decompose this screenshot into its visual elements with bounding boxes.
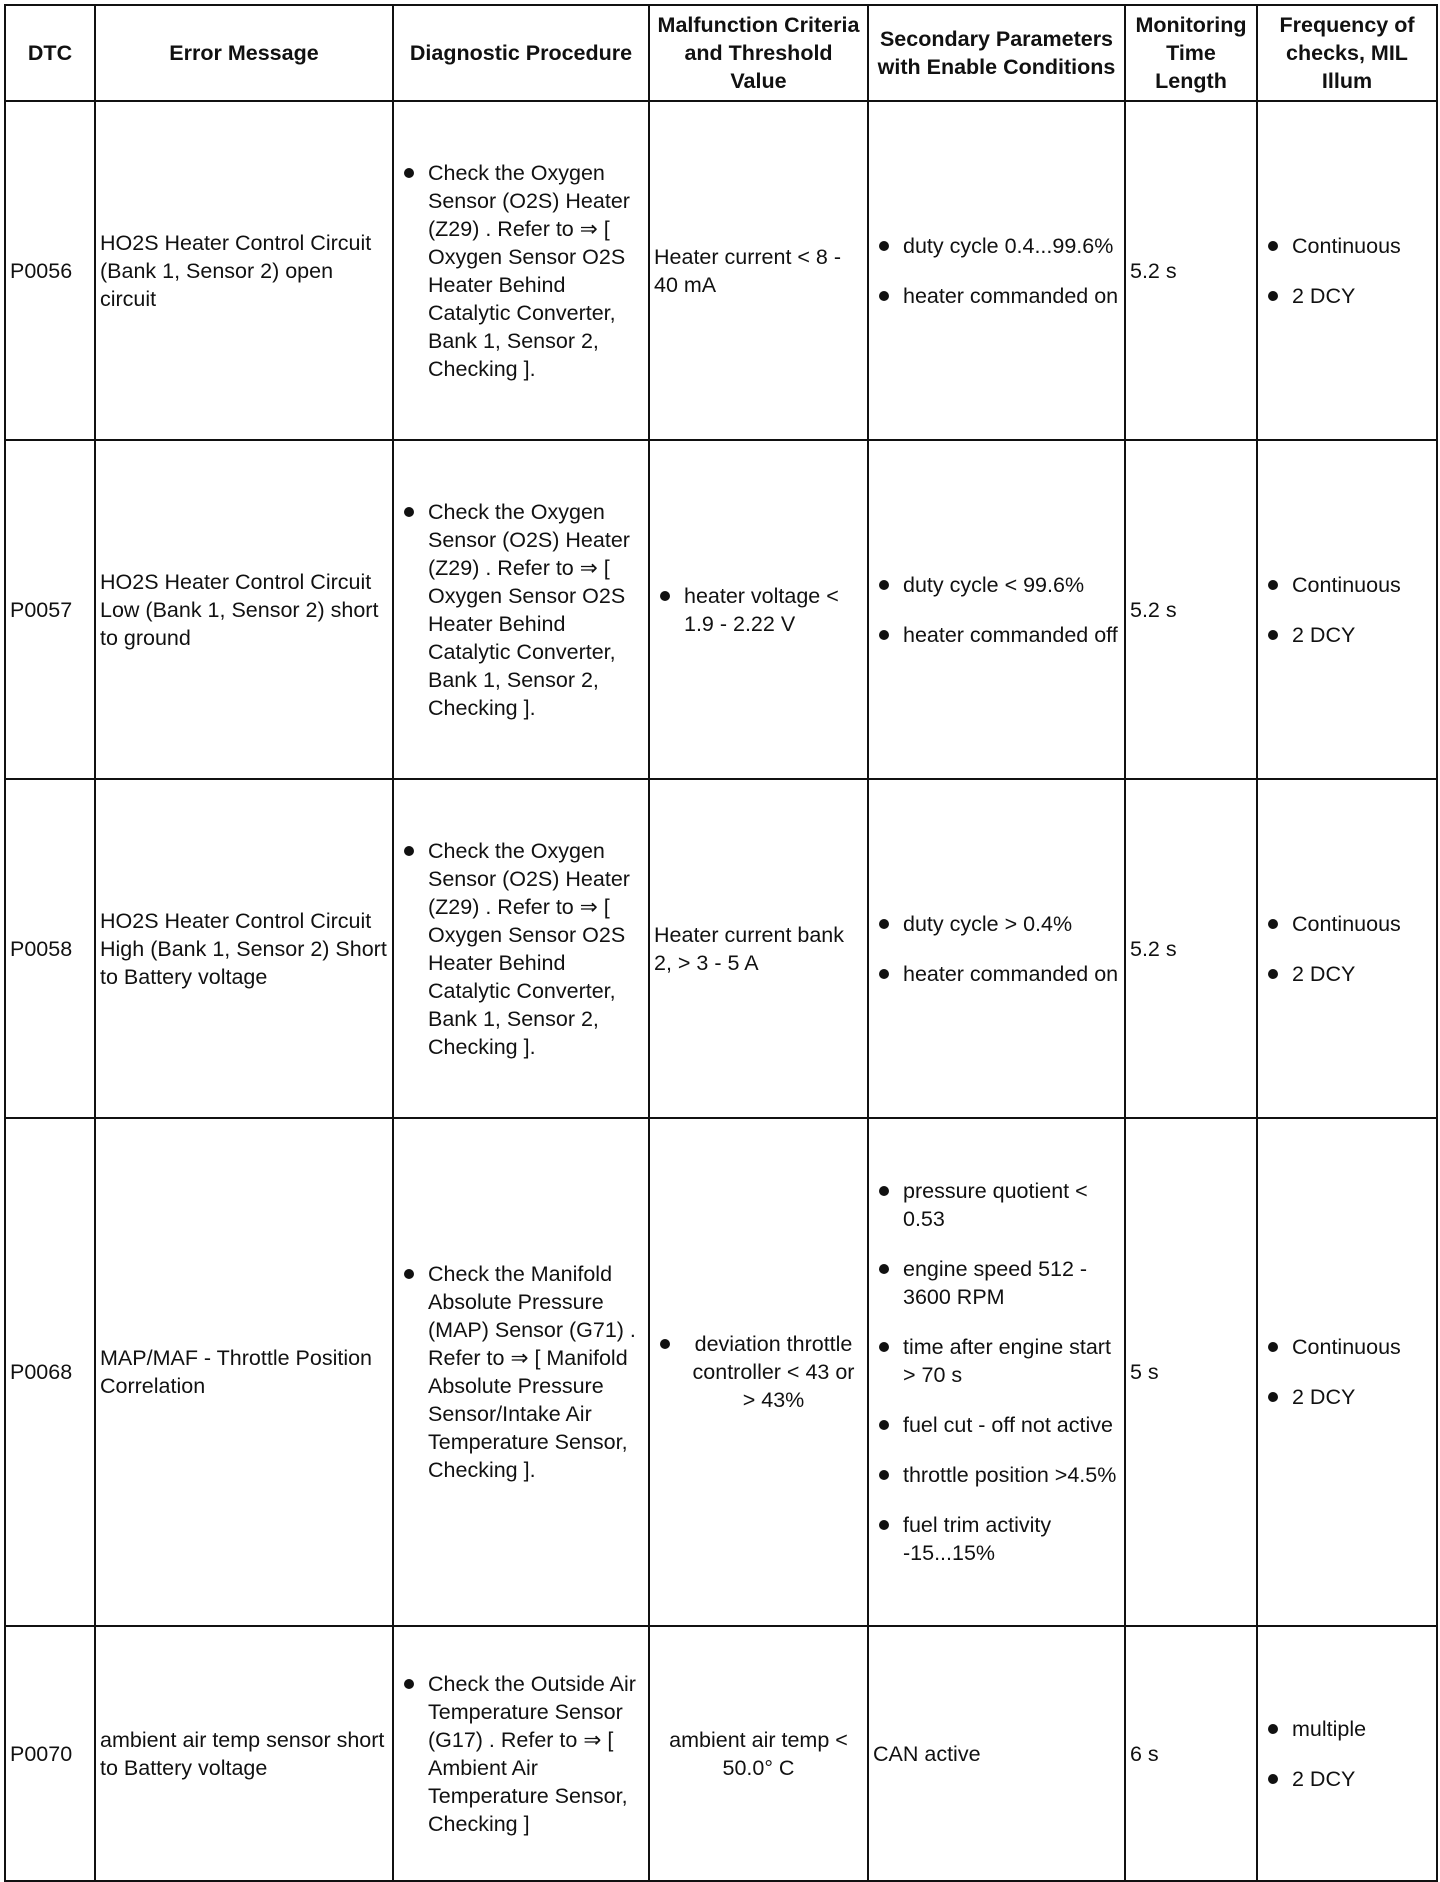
monitoring-time: 5.2 s <box>1125 101 1257 440</box>
malfunction-criteria <box>649 1118 868 1626</box>
secondary-parameters <box>868 440 1125 779</box>
malfunction-item: heater voltage < 1.9 - 2.22 V <box>654 582 863 638</box>
monitoring-time: 6 s <box>1125 1626 1257 1881</box>
secondary-item: duty cycle > 0.4% <box>873 910 1120 938</box>
header-dtc: DTC <box>5 5 95 101</box>
dtc-code: P0056 <box>5 101 95 440</box>
diagnostic-procedure <box>393 779 649 1118</box>
malfunction-criteria <box>649 440 868 779</box>
error-message: ambient air temp sensor short to Battery voltage <box>95 1626 393 1881</box>
dtc-table <box>4 4 1438 1882</box>
procedure-item: Check the Oxygen Sensor (O2S) Heater (Z29) . Refer to ⇒ [ Oxygen Sensor O2S Heater Behind Catalytic Converter, Bank 1, Sensor 2, Checking ]. <box>398 159 644 383</box>
secondary-item: fuel trim activity -15...15% <box>873 1511 1120 1567</box>
secondary-item: duty cycle < 99.6% <box>873 571 1120 599</box>
diagnostic-procedure <box>393 1118 649 1626</box>
dtc-code: P0068 <box>5 1118 95 1626</box>
secondary-item: engine speed 512 - 3600 RPM <box>873 1255 1120 1311</box>
table-row <box>5 1626 1437 1881</box>
frequency <box>1257 101 1437 440</box>
procedure-item: Check the Oxygen Sensor (O2S) Heater (Z29) . Refer to ⇒ [ Oxygen Sensor O2S Heater Behind Catalytic Converter, Bank 1, Sensor 2, Checking ]. <box>398 837 644 1061</box>
malfunction-criteria: Heater current bank 2, > 3 - 5 A <box>649 779 868 1118</box>
monitoring-time: 5.2 s <box>1125 440 1257 779</box>
frequency <box>1257 779 1437 1118</box>
secondary-parameters <box>868 1118 1125 1626</box>
procedure-item: Check the Outside Air Temperature Sensor (G17) . Refer to ⇒ [ Ambient Air Temperature Sensor, Checking ] <box>398 1670 644 1838</box>
frequency <box>1257 440 1437 779</box>
error-message: HO2S Heater Control Circuit Low (Bank 1, Sensor 2) short to ground <box>95 440 393 779</box>
frequency <box>1257 1118 1437 1626</box>
secondary-item: throttle position >4.5% <box>873 1461 1120 1489</box>
dtc-code: P0057 <box>5 440 95 779</box>
secondary-parameters <box>868 101 1125 440</box>
error-message: HO2S Heater Control Circuit (Bank 1, Sensor 2) open circuit <box>95 101 393 440</box>
frequency <box>1257 1626 1437 1881</box>
malfunction-criteria: ambient air temp < 50.0° C <box>649 1626 868 1881</box>
header-secondary-parameters: Secondary Parameters with Enable Conditions <box>868 5 1125 101</box>
secondary-item: heater commanded on <box>873 960 1120 988</box>
frequency-item: Continuous <box>1262 1333 1432 1361</box>
secondary-item: heater commanded off <box>873 621 1120 649</box>
monitoring-time: 5.2 s <box>1125 779 1257 1118</box>
frequency-item: 2 DCY <box>1262 1765 1432 1793</box>
secondary-item: heater commanded on <box>873 282 1120 310</box>
secondary-item: duty cycle 0.4...99.6% <box>873 232 1120 260</box>
dtc-code: P0070 <box>5 1626 95 1881</box>
header-diagnostic-procedure: Diagnostic Procedure <box>393 5 649 101</box>
secondary-parameters <box>868 779 1125 1118</box>
malfunction-item: deviation throttle controller < 43 or > 43% <box>654 1330 863 1414</box>
secondary-item: fuel cut - off not active <box>873 1411 1120 1439</box>
malfunction-criteria: Heater current < 8 - 40 mA <box>649 101 868 440</box>
frequency-item: 2 DCY <box>1262 1383 1432 1411</box>
frequency-item: Continuous <box>1262 232 1432 260</box>
dtc-code: P0058 <box>5 779 95 1118</box>
table-row <box>5 101 1437 440</box>
secondary-item: time after engine start > 70 s <box>873 1333 1120 1389</box>
frequency-item: 2 DCY <box>1262 621 1432 649</box>
table-row <box>5 779 1437 1118</box>
secondary-parameters: CAN active <box>868 1626 1125 1881</box>
table-header-row <box>5 5 1437 101</box>
error-message: MAP/MAF - Throttle Position Correlation <box>95 1118 393 1626</box>
error-message: HO2S Heater Control Circuit High (Bank 1, Sensor 2) Short to Battery voltage <box>95 779 393 1118</box>
frequency-item: multiple <box>1262 1715 1432 1743</box>
frequency-item: 2 DCY <box>1262 960 1432 988</box>
frequency-item: Continuous <box>1262 910 1432 938</box>
diagnostic-procedure <box>393 101 649 440</box>
frequency-item: 2 DCY <box>1262 282 1432 310</box>
header-malfunction-criteria: Malfunction Criteria and Threshold Value <box>649 5 868 101</box>
secondary-item: pressure quotient < 0.53 <box>873 1177 1120 1233</box>
frequency-item: Continuous <box>1262 571 1432 599</box>
header-monitoring-time: Monitoring Time Length <box>1125 5 1257 101</box>
header-error-message: Error Message <box>95 5 393 101</box>
procedure-item: Check the Oxygen Sensor (O2S) Heater (Z29) . Refer to ⇒ [ Oxygen Sensor O2S Heater Behind Catalytic Converter, Bank 1, Sensor 2, Checking ]. <box>398 498 644 722</box>
diagnostic-procedure <box>393 1626 649 1881</box>
dtc-table-container <box>4 4 1438 1882</box>
monitoring-time: 5 s <box>1125 1118 1257 1626</box>
header-frequency: Frequency of checks, MIL Illum <box>1257 5 1437 101</box>
procedure-item: Check the Manifold Absolute Pressure (MAP) Sensor (G71) . Refer to ⇒ [ Manifold Absolute Pressure Sensor/Intake Air Temperature Sensor, Checking ]. <box>398 1260 644 1484</box>
table-row <box>5 1118 1437 1626</box>
diagnostic-procedure <box>393 440 649 779</box>
table-row <box>5 440 1437 779</box>
